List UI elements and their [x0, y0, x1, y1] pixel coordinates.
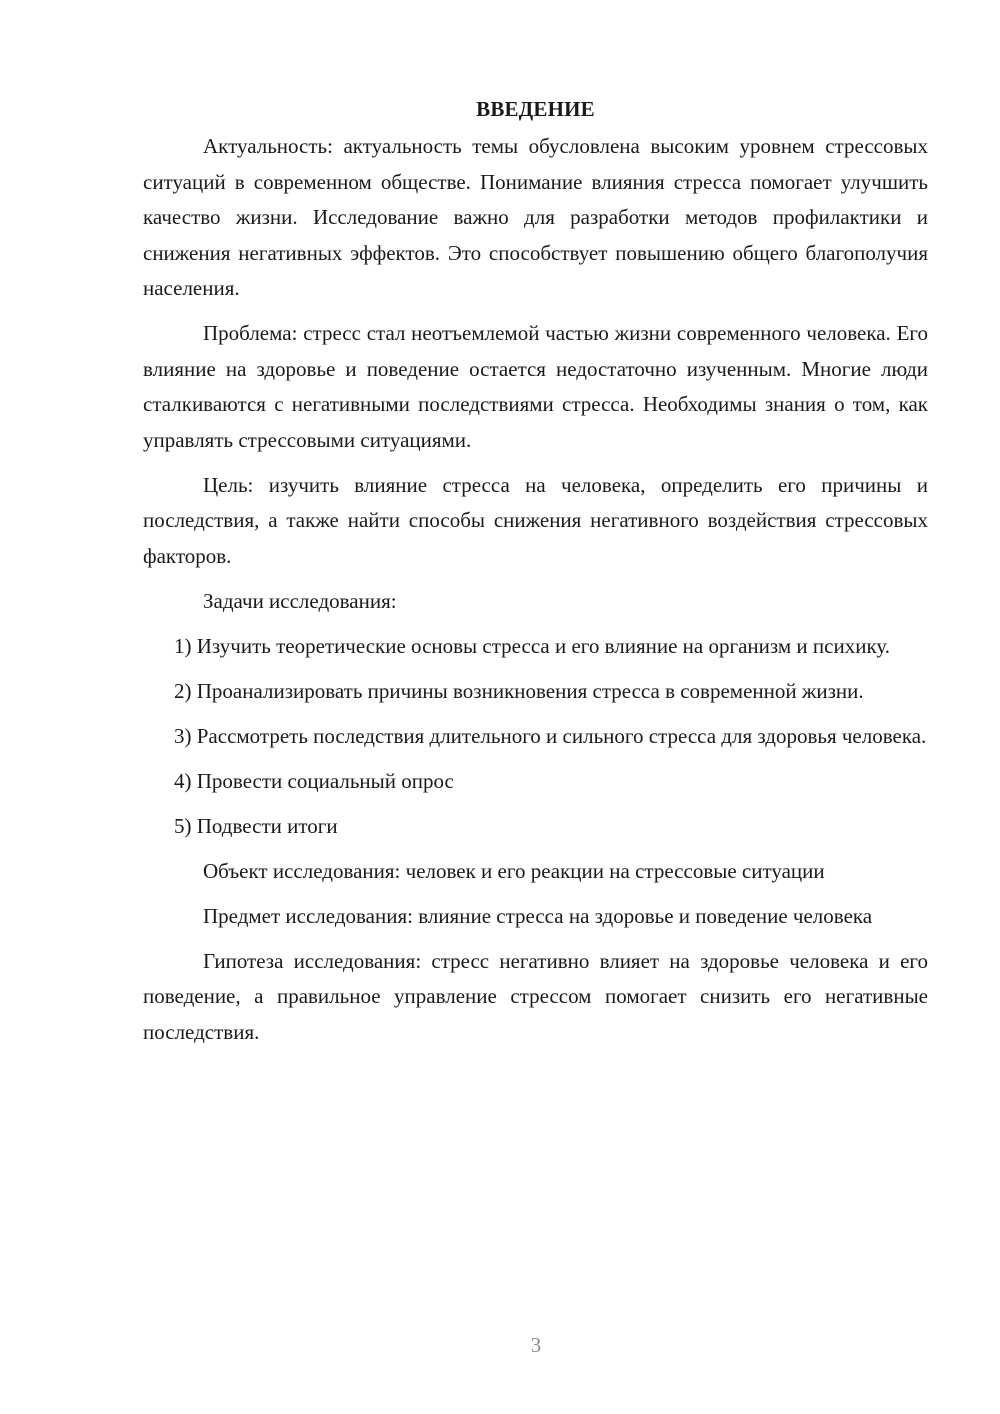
task-item-2: 2) Проанализировать причины возникновения стресса в современной жизни. [174, 678, 864, 703]
section-title: ВВЕДЕНИЕ [476, 97, 595, 121]
task-item-1: 1) Изучить теоретические основы стресса и его влияние на организм и психику. [174, 633, 891, 658]
goal-paragraph: Цель: изучить влияние стресса на человека, определить его причины и последствия, а также найти способы снижения негативного воздействия стрессовых факторов. [143, 472, 928, 568]
hypothesis-paragraph: Гипотеза исследования: стресс негативно влияет на здоровье человека и его поведение, а правильное управление стрессом помогает снизить его негативные последствия. [143, 948, 928, 1044]
page-content [143, 92, 928, 1060]
object-paragraph: Объект исследования: человек и его реакции на стрессовые ситуации [203, 858, 825, 883]
task-item-4: 4) Провести социальный опрос [174, 768, 454, 793]
problem-paragraph: Проблема: стресс стал неотъемлемой частью жизни современного человека. Его влияние на здоровье и поведение остается недостаточно изученным. Многие люди сталкиваются с негативными последствиями стресса. Необходимы знания о том, как управлять стрессовыми ситуациями. [143, 321, 928, 452]
page-number: 3 [530, 1333, 542, 1357]
relevance-paragraph: Актуальность: актуальность темы обусловлена высоким уровнем стрессовых ситуаций в современном обществе. Понимание влияния стресса помогает улучшить качество жизни. Исследование важно для разработки методов профилактики и снижения негативных эффектов. Это способствует повышению общего благополучия населения. [143, 134, 928, 300]
task-item-3: 3) Рассмотреть последствия длительного и сильного стресса для здоровья человека. [174, 723, 927, 748]
task-item-5: 5) Подвести итоги [174, 813, 338, 838]
subject-paragraph: Предмет исследования: влияние стресса на здоровье и поведение человека [203, 903, 873, 928]
tasks-heading: Задачи исследования: [203, 588, 397, 613]
